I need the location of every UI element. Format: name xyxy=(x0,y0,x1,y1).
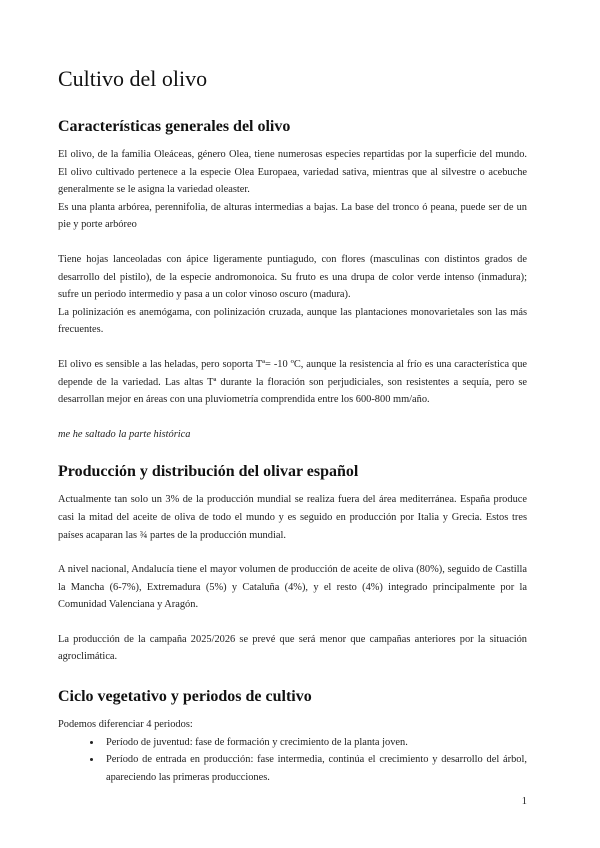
section-vegetative-cycle xyxy=(58,688,527,786)
section-heading: Características generales del olivo xyxy=(58,118,291,135)
paragraph: La polinización es anemógama, con polinización cruzada, aunque las plantaciones monovarietales son las más frecuentes. xyxy=(58,306,527,336)
section-heading: Producción y distribución del olivar español xyxy=(58,463,359,481)
section-production-distribution xyxy=(58,463,527,666)
paragraph: Podemos diferenciar 4 periodos: xyxy=(58,719,193,731)
paragraph: Tiene hojas lanceoladas con ápice ligeramente puntiagudo, con flores (masculinas con distintos grados de desarrollo del pistilo), de la especie andromonoica. Su fruto es una drupa de color verde intenso (inmadura); sufre un periodo intermedio y pasa a un color vinoso oscuro (madura). xyxy=(58,253,527,301)
paragraph: A nivel nacional, Andalucía tiene el mayor volumen de producción de aceite de oliva (80%), seguido de Castilla la Mancha (6-7%), Extremadura (5%) y Cataluña (4%), y el resto (4%) integrado principalmente por la Comunidad Valenciana y Aragón. xyxy=(58,564,527,611)
paragraph: El olivo, de la familia Oleáceas, género Olea, tiene numerosas especies repartidas por la superficie del mundo. El olivo cultivado pertenece a la especie Olea Europaea, variedad sativa, mientras que al silvestre o acebuche generalmente se le asigna la variedad oleaster. xyxy=(58,149,527,196)
italic-note: me he saltado la parte histórica xyxy=(58,428,191,440)
paragraph: Actualmente tan solo un 3% de la producción mundial se realiza fuera del área mediterránea. España produce casi la mitad del aceite de oliva de todo el mundo y es seguido en producción por Italia y Grecia. Estos tres países acaparan las ¾ partes de la producción mundial. xyxy=(58,494,527,541)
section-general-characteristics xyxy=(58,118,527,443)
paragraph: Es una planta arbórea, perennifolia, de alturas intermedias a bajas. La base del tronco ó peana, puede ser de un pie y porte arbóreo xyxy=(58,201,527,231)
list-item: • Período de juventud: fase de formación y crecimiento de la planta joven. xyxy=(102,734,527,752)
page-number: 1 xyxy=(521,796,527,807)
paragraph: El olivo es sensible a las heladas, pero soporta Tª= -10 ºC, aunque la resistencia al frío es una característica que depende de la variedad. Las altas Tª durante la floración son perjudiciales, son resistentes a sequía, pero se desarrollan mejor en áreas con una pluviometría comprendida entre los 600-800 mm/año. xyxy=(58,358,527,406)
section-heading: Ciclo vegetativo y periodos de cultivo xyxy=(58,688,312,706)
paragraph: La producción de la campaña 2025/2026 se prevé que será menor que campañas anteriores por la situación agroclimática. xyxy=(58,633,527,663)
document-body xyxy=(58,118,527,786)
list-item: • Período de entrada en producción: fase intermedia, continúa el crecimiento y desarrollo del árbol, apareciendo las primeras producciones. xyxy=(102,751,527,786)
bullet-list xyxy=(58,734,527,787)
document-title: Cultivo del olivo xyxy=(58,66,208,91)
